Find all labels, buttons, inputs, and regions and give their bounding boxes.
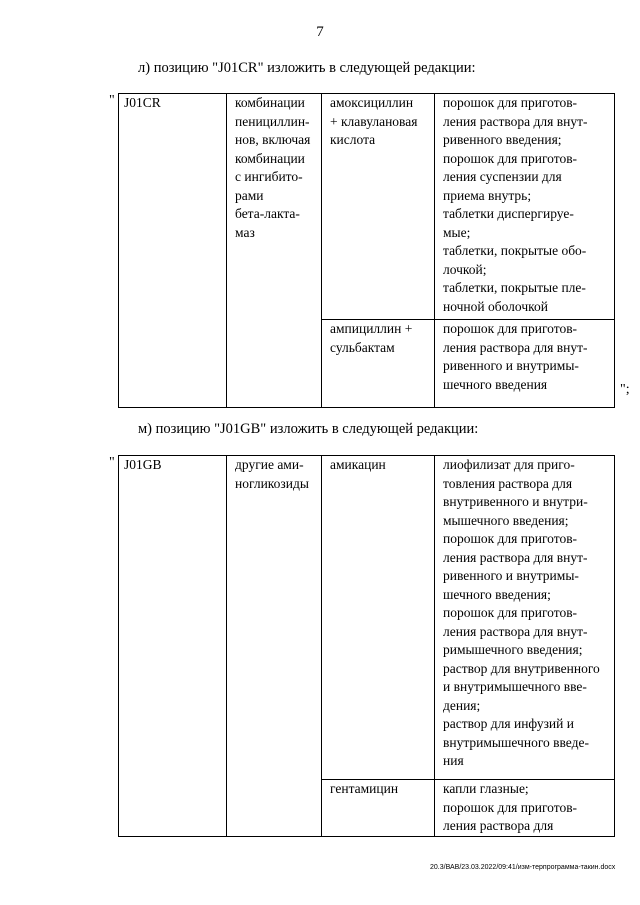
cell-line: мые; <box>443 224 471 240</box>
cell-line: ления раствора для внут- <box>443 339 588 355</box>
cell-line: другие ами- <box>235 457 304 472</box>
forms-cell <box>435 320 615 408</box>
cell-line: таблетки, покрытые обо- <box>443 243 587 258</box>
cell-line: ривенного и внутримы- <box>443 568 579 583</box>
cell-line: ления раствора для внут- <box>443 113 588 129</box>
code-cell <box>119 94 227 408</box>
cell-line: комбинации <box>235 95 305 110</box>
cell-line: амоксициллин <box>330 95 414 110</box>
drug-cell <box>322 94 435 320</box>
cell-line: ночной оболочкой <box>443 298 548 314</box>
cell-line: порошок для приготов- <box>443 321 578 336</box>
cell-line: внутримышечного введе- <box>443 734 589 750</box>
cell-line: шечного введения <box>443 376 548 392</box>
cell-line: порошок для приготов- <box>443 95 578 110</box>
cell-line: раствор для инфузий и <box>443 716 574 731</box>
cell-line: капли глазные; <box>443 781 529 796</box>
table-j01gb <box>118 455 615 837</box>
cell-line: ления раствора для внут- <box>443 623 588 639</box>
table-row <box>119 94 615 320</box>
page-number: 7 <box>316 24 324 40</box>
cell-line: кислота <box>330 132 376 147</box>
cell-line: порошок для приготов- <box>443 531 578 546</box>
cell-line: пенициллин- <box>235 113 310 129</box>
cell-line: бета-лакта- <box>235 206 300 221</box>
cell-line: раствор для внутривенного <box>443 660 600 676</box>
open-quote-m: " <box>109 455 115 470</box>
code-text: J01CR <box>124 95 161 110</box>
cell-line: маз <box>235 224 255 240</box>
cell-line: ления раствора для <box>443 818 554 833</box>
cell-line: порошок для приготов- <box>443 605 578 620</box>
cell-line: ампициллин + <box>330 321 413 336</box>
cell-line: товления раствора для <box>443 475 573 491</box>
cell-line: амикацин <box>330 457 386 472</box>
cell-line: ривенного введения; <box>443 132 562 147</box>
open-quote-l: " <box>109 93 115 108</box>
cell-line: внутривенного и внутри- <box>443 494 588 509</box>
cell-line: + клавулановая <box>330 113 418 129</box>
cell-line: таблетки, покрытые пле- <box>443 280 586 295</box>
cell-line: мышечного введения; <box>443 512 569 528</box>
cell-line: сульбактам <box>330 339 395 355</box>
cell-line: и внутримышечного вве- <box>443 679 587 694</box>
cell-line: ния <box>443 753 464 768</box>
cell-line: приема внутрь; <box>443 187 532 203</box>
cell-line: шечного введения; <box>443 586 551 602</box>
cell-line: таблетки диспергируе- <box>443 206 574 221</box>
forms-cell <box>435 456 615 780</box>
code-text: J01GB <box>124 457 162 472</box>
code-cell <box>119 456 227 837</box>
cell-line: рами <box>235 187 264 203</box>
cell-line: римышечного введения; <box>443 642 583 657</box>
group-cell <box>227 456 322 837</box>
close-quote-l: "; <box>620 382 630 397</box>
forms-cell <box>435 94 615 320</box>
instruction-l: л) позицию "J01CR" изложить в следующей редакции: <box>138 60 476 76</box>
drug-cell <box>322 780 435 837</box>
cell-line: ления раствора для внут- <box>443 549 588 565</box>
cell-line: ногликозиды <box>235 475 309 491</box>
drug-cell <box>322 456 435 780</box>
cell-line: лочкой; <box>443 261 487 277</box>
cell-line: с ингибито- <box>235 169 303 184</box>
group-cell <box>227 94 322 408</box>
cell-line: гентамицин <box>330 781 399 796</box>
cell-line: порошок для приготов- <box>443 799 578 815</box>
document-footer: 20.3/ВАВ/23.03.2022/09:41/изм-терпрограмма-такин.docx <box>430 864 616 871</box>
instruction-m: м) позицию "J01GB" изложить в следующей редакции: <box>138 421 479 437</box>
cell-line: комбинации <box>235 150 305 166</box>
cell-line: нов, включая <box>235 132 311 147</box>
cell-line: ривенного и внутримы- <box>443 358 579 373</box>
forms-cell <box>435 780 615 837</box>
cell-line: дения; <box>443 697 481 713</box>
table-row <box>119 456 615 780</box>
cell-line: ления суспензии для <box>443 169 562 184</box>
table-j01cr <box>118 93 615 408</box>
drug-cell <box>322 320 435 408</box>
cell-line: лиофилизат для приго- <box>443 457 575 472</box>
cell-line: порошок для приготов- <box>443 150 578 166</box>
